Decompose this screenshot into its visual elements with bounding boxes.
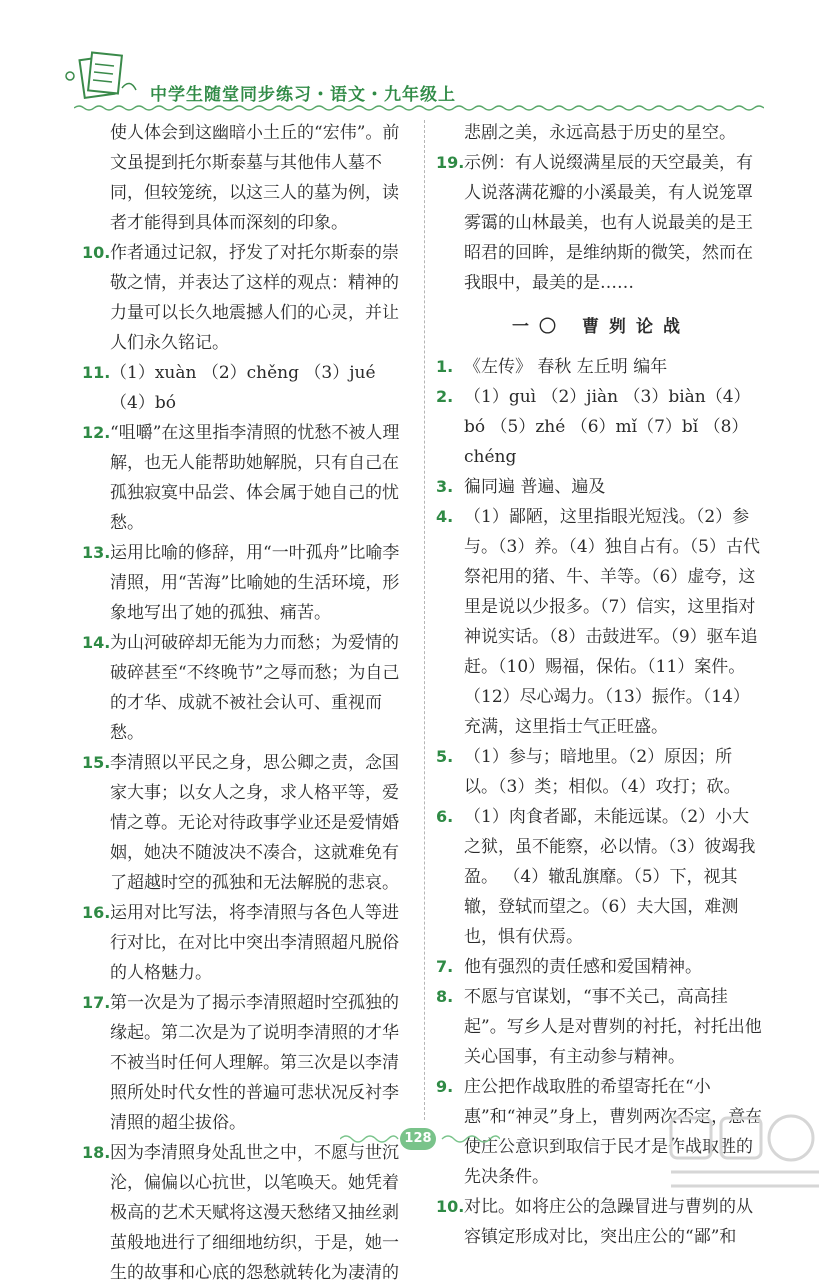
answer-item bbox=[436, 502, 766, 742]
answer-item bbox=[436, 952, 766, 982]
item-number: 17. bbox=[82, 993, 111, 1012]
left-column bbox=[82, 118, 412, 1288]
item-number: 1. bbox=[436, 357, 454, 376]
answer-item bbox=[82, 988, 412, 1138]
item-number: 9. bbox=[436, 1077, 454, 1096]
item-number: 18. bbox=[82, 1143, 111, 1162]
answer-item bbox=[82, 238, 412, 358]
answer-item bbox=[436, 118, 766, 148]
answer-item bbox=[82, 1138, 412, 1288]
item-number: 15. bbox=[82, 753, 111, 772]
item-text: 悲剧之美，永远高悬于历史的星空。 bbox=[464, 123, 736, 143]
answer-item bbox=[82, 898, 412, 988]
header-ornament-line bbox=[74, 104, 764, 112]
item-text: （1）参与；暗地里。（2）原因；所以。（3）类；相似。（4）攻打；砍。 bbox=[464, 747, 741, 797]
item-text: 第一次是为了揭示李清照超时空孤独的缘起。第二次是为了说明李清照的才华不被当时任何人理解。第三次是以李清照所处时代女性的普遍可悲状况反衬李清照的超尘拔俗。 bbox=[110, 993, 399, 1133]
item-text: 李清照以平民之身，思公卿之责，念国家大事；以女人之身，求人格平等，爱情之尊。无论对待政事学业还是爱情婚姻，她决不随波决不凑合，这就难免有了超越时空的孤独和无法解脱的悲哀。 bbox=[110, 753, 399, 893]
item-number: 8. bbox=[436, 987, 454, 1006]
item-number: 7. bbox=[436, 957, 454, 976]
item-text: 徧同遍 普遍、遍及 bbox=[464, 477, 606, 497]
header-title: 中学生随堂同步练习・语文・九年级上 bbox=[150, 85, 456, 105]
answer-item bbox=[436, 982, 766, 1072]
item-text: 因为李清照身处乱世之中，不愿与世沉沦，偏偏以心抗世，以笔唤天。她凭着极高的艺术天赋将这漫天愁绪又抽丝剥茧般地进行了细细地纺织，于是，她一生的故事和心底的怨愁就转化为凄清的 bbox=[110, 1143, 399, 1283]
item-text: 《左传》 春秋 左丘明 编年 bbox=[464, 357, 668, 377]
book-logo-icon bbox=[62, 48, 140, 102]
item-text: 运用对比写法，将李清照与各色人等进行对比，在对比中突出李清照超凡脱俗的人格魅力。 bbox=[110, 903, 399, 983]
item-number: 13. bbox=[82, 543, 111, 562]
item-number: 3. bbox=[436, 477, 454, 496]
item-text: 示例：有人说缀满星辰的天空最美，有人说落满花瓣的小溪最美，有人说笼罩雾霭的山林最美，也有人说最美的是王昭君的回眸，是维纳斯的微笑，然而在我眼中，最美的是…… bbox=[464, 153, 753, 293]
answer-item bbox=[82, 358, 412, 418]
answer-item bbox=[436, 148, 766, 298]
item-number: 6. bbox=[436, 807, 454, 826]
item-number: 12. bbox=[82, 423, 111, 442]
item-number: 14. bbox=[82, 633, 111, 652]
item-text: 对比。如将庄公的急躁冒进与曹刿的从容镇定形成对比，突出庄公的“鄙”和 bbox=[464, 1197, 753, 1247]
right-column bbox=[436, 118, 766, 1252]
item-number: 5. bbox=[436, 747, 454, 766]
answer-item bbox=[436, 352, 766, 382]
item-number: 10. bbox=[436, 1197, 465, 1216]
item-text: （1）鄙陋，这里指眼光短浅。（2）参与。（3）养。（4）独自占有。（5）古代祭祀用的猪、牛、羊等。（6）虚夸，这里是说以少报多。（7）信实，这里指对神说实话。（8）击鼓进军。（9）驱车追赶。（10）赐福，保佑。（11）案件。（12）尽心竭力。（13）振作。（14）充满，这里指士气正旺盛。 bbox=[464, 507, 760, 737]
answer-item bbox=[436, 742, 766, 802]
item-number: 4. bbox=[436, 507, 454, 526]
page-header bbox=[0, 0, 832, 120]
item-text: （1）guì （2）jiàn （3）biàn（4）bó （5）zhé （6）mǐ（7）bǐ （8）chéng bbox=[464, 387, 751, 467]
answer-item bbox=[82, 748, 412, 898]
section-title: 一〇 曹刿论战 bbox=[512, 317, 690, 337]
answer-item bbox=[436, 802, 766, 952]
item-text: 不愿与官谋划，“事不关己，高高挂起”。写乡人是对曹刿的衬托，衬托出他关心国事，有主动参与精神。 bbox=[464, 987, 762, 1067]
item-number: 2. bbox=[436, 387, 454, 406]
answer-item bbox=[436, 472, 766, 502]
answer-item bbox=[82, 118, 412, 238]
answer-item bbox=[82, 628, 412, 748]
item-text: 庄公把作战取胜的希望寄托在“小惠”和“神灵”身上，曹刿两次否定，意在使庄公意识到取信于民才是作战取胜的先决条件。 bbox=[464, 1077, 763, 1187]
item-number: 16. bbox=[82, 903, 111, 922]
item-text: 为山河破碎却无能为力而愁；为爱情的破碎甚至“不终晚节”之辱而愁；为自己的才华、成就不被社会认可、重视而愁。 bbox=[110, 633, 400, 743]
answer-item bbox=[82, 538, 412, 628]
page-number: 128 bbox=[400, 1128, 436, 1150]
item-text: 使人体会到这幽暗小土丘的“宏伟”。前文虽提到托尔斯泰墓与其他伟人墓不同，但较笼统，以这三人的墓为例，读者才能得到具体而深刻的印象。 bbox=[110, 123, 400, 233]
answer-item bbox=[436, 1192, 766, 1252]
item-text: （1）xuàn （2）chěng （3）jué （4）bó bbox=[110, 363, 376, 413]
item-text: “咀嚼”在这里指李清照的忧愁不被人理解，也无人能帮助她解脱，只有自己在孤独寂寞中品尝、体会属于她自己的忧愁。 bbox=[110, 423, 400, 533]
column-divider bbox=[424, 120, 425, 1120]
item-text: 运用比喻的修辞，用“一叶孤舟”比喻李清照，用“苦海”比喻她的生活环境，形象地写出了她的孤独、痛苦。 bbox=[110, 543, 400, 623]
answer-item bbox=[436, 382, 766, 472]
item-number: 19. bbox=[436, 153, 465, 172]
item-text: （1）肉食者鄙，未能远谋。（2）小大之狱，虽不能察，必以情。（3）彼竭我盈。 （4）辙乱旗靡。（5）下，视其辙，登轼而望之。（6）夫大国，难测也，惧有伏焉。 bbox=[464, 807, 756, 947]
item-text: 作者通过记叙，抒发了对托尔斯泰的崇敬之情，并表达了这样的观点：精神的力量可以长久地震撼人们的心灵，并让人们永久铭记。 bbox=[110, 243, 399, 353]
item-number: 11. bbox=[82, 363, 111, 382]
answer-item bbox=[82, 418, 412, 538]
item-text: 他有强烈的责任感和爱国精神。 bbox=[464, 957, 702, 977]
watermark-logo-icon bbox=[665, 1110, 825, 1196]
item-number: 10. bbox=[82, 243, 111, 262]
